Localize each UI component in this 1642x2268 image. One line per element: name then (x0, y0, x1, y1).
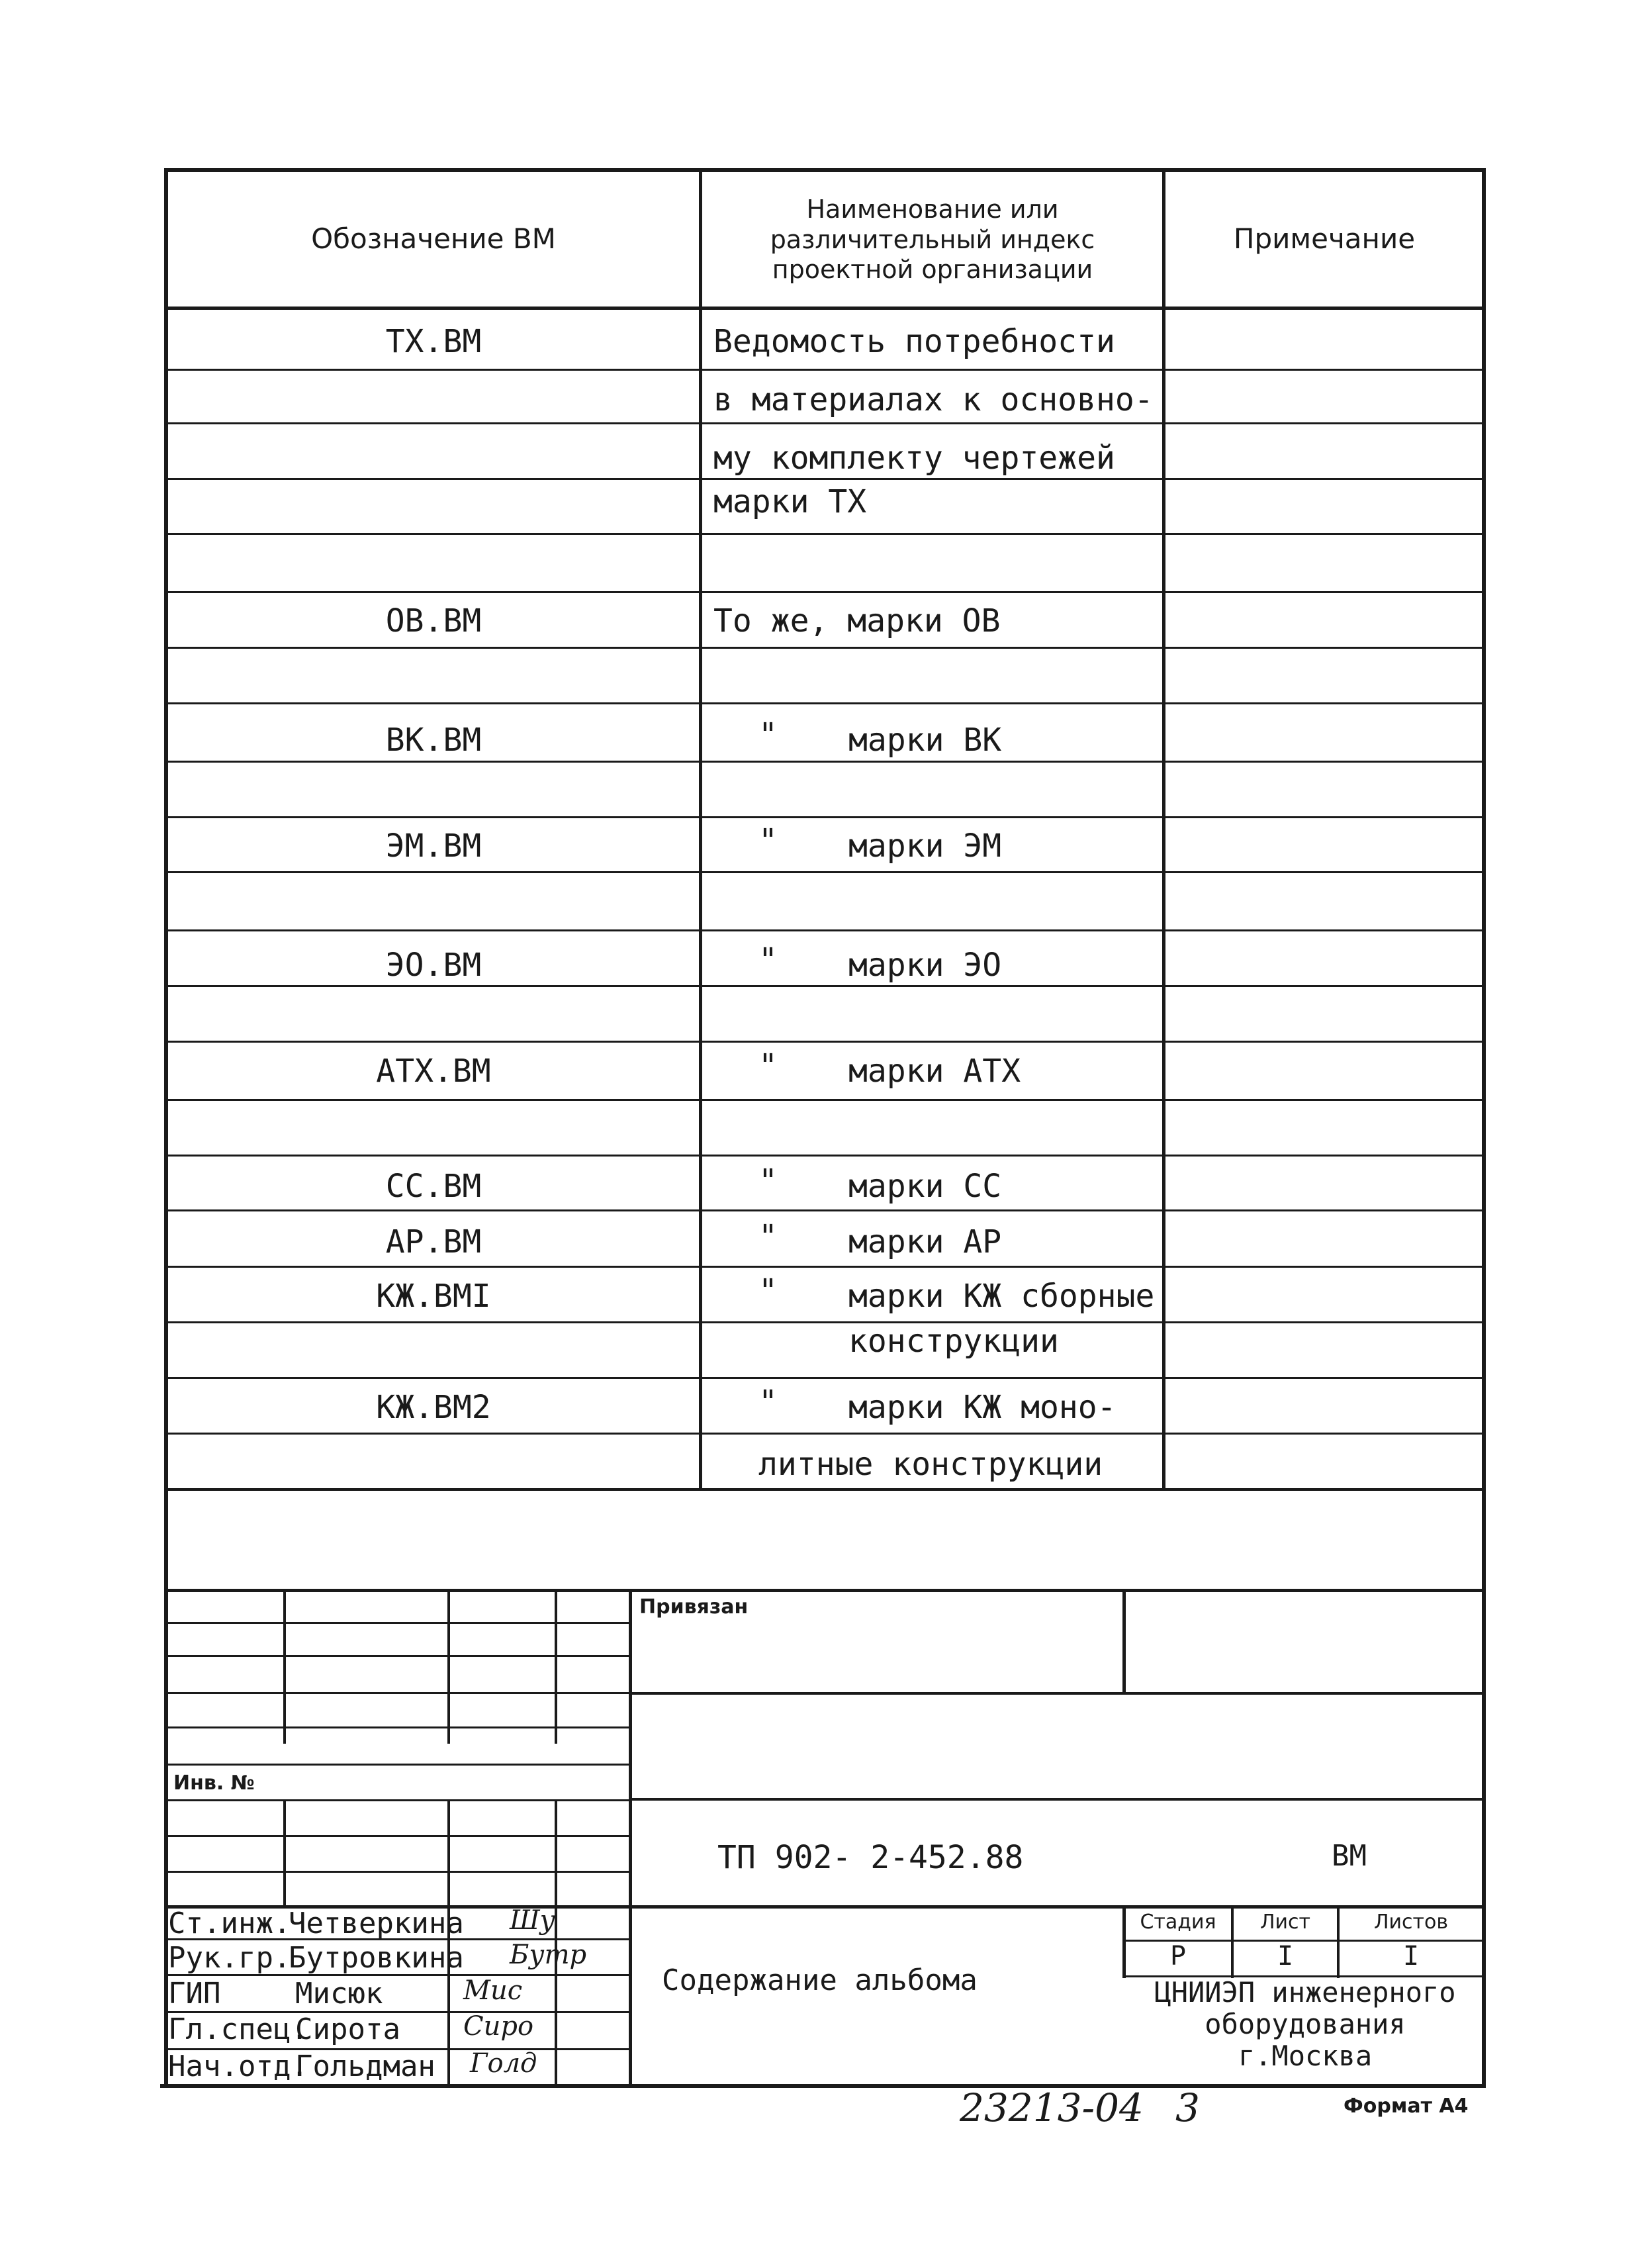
ditto-mark: " (758, 1162, 778, 1200)
row-name: в материалах к основно- (713, 381, 1154, 418)
header-name-line-1: Наименование или (806, 195, 1059, 224)
row-name: марки ЭО (848, 947, 1002, 984)
organization-line-2: оборудования (1205, 2008, 1406, 2040)
person-role: Гл.спец. (168, 2012, 308, 2046)
header-name-line-2: различительный индекс (770, 224, 1095, 254)
row-name: му комплекту чертежей (713, 440, 1115, 477)
document-mark: ВМ (1332, 1839, 1367, 1873)
person-role: Рук.гр. (168, 1941, 291, 1975)
row-name: марки ТХ (713, 483, 867, 520)
ditto-mark: " (758, 1218, 778, 1255)
person-signature: Мис (463, 1975, 523, 2006)
organization-line-1: ЦНИИЭП инженерного (1154, 1976, 1456, 2008)
row-code: КЖ.ВМ2 (376, 1389, 491, 1426)
ditto-mark: " (758, 1272, 778, 1309)
page-number: 3 (1175, 2085, 1200, 2130)
person-role: Нач.отд. (168, 2050, 308, 2083)
person-name: Гольдман (295, 2050, 435, 2083)
row-name: марки АР (848, 1223, 1002, 1260)
header-designation: Обозначение ВМ (311, 222, 556, 255)
album-number: 23213-04 (960, 2085, 1144, 2130)
privyazan-label: Привязан (639, 1595, 749, 1619)
row-code: АР.ВМ (385, 1223, 482, 1260)
inventory-number-label: Инв. № (173, 1772, 255, 1795)
row-code: ОВ.ВМ (385, 602, 482, 639)
sheet-label: Лист (1259, 1911, 1311, 1934)
row-name: Ведомость потребности (713, 323, 1115, 360)
stage-label: Стадия (1140, 1911, 1216, 1934)
row-name: марки АТХ (848, 1053, 1021, 1090)
person-signature: Шу (510, 1905, 555, 1936)
paper-format: Формат А4 (1344, 2095, 1469, 2118)
person-signature: Сиро (463, 2011, 534, 2042)
row-code: КЖ.ВМI (376, 1278, 491, 1315)
row-name: марки СС (848, 1168, 1002, 1205)
person-name: Бутровкина (289, 1941, 464, 1975)
person-signature: Бутр (510, 1940, 587, 1970)
ditto-mark: " (758, 822, 778, 859)
header-name-line-3: проектной организации (772, 255, 1093, 285)
header-note: Примечание (1233, 222, 1416, 255)
ditto-mark: " (758, 1047, 778, 1084)
stage-value: Р (1169, 1941, 1187, 1971)
row-name: То же, марки ОВ (713, 602, 1001, 639)
header-name (704, 195, 1161, 285)
row-name: литные конструкции (758, 1446, 1103, 1483)
organization-line-3: г.Москва (1238, 2040, 1373, 2072)
row-code: ТХ.ВМ (385, 323, 482, 360)
sheet-value: I (1277, 1941, 1294, 1971)
row-code: ВК.ВМ (385, 722, 482, 759)
row-name: марки ЭМ (848, 827, 1002, 865)
sheets-label: Листов (1373, 1911, 1449, 1934)
person-role: Ст.инж. (168, 1907, 291, 1940)
sheet-title: Содержание альбома (662, 1963, 978, 1997)
row-code: СС.ВМ (385, 1168, 482, 1205)
row-code: ЭО.ВМ (385, 947, 482, 984)
organization (1126, 1977, 1484, 2072)
row-name: марки КЖ сборные (848, 1278, 1155, 1315)
ditto-mark: " (758, 941, 778, 978)
row-name: конструкции (848, 1323, 1059, 1360)
row-name: марки ВК (848, 722, 1002, 759)
row-code: АТХ.ВМ (376, 1053, 491, 1090)
row-name: марки КЖ моно- (848, 1389, 1117, 1426)
ditto-mark: " (758, 1384, 778, 1421)
ditto-mark: " (758, 716, 778, 753)
person-name: Мисюк (295, 1977, 383, 2010)
sheets-value: I (1402, 1941, 1420, 1971)
person-name: Четверкина (289, 1907, 464, 1940)
row-code: ЭМ.ВМ (385, 827, 482, 865)
document-code: ТП 902- 2-452.88 (717, 1839, 1024, 1876)
person-role: ГИП (168, 1977, 221, 2010)
person-signature: Голд (470, 2048, 537, 2079)
person-name: Сирота (295, 2012, 400, 2046)
